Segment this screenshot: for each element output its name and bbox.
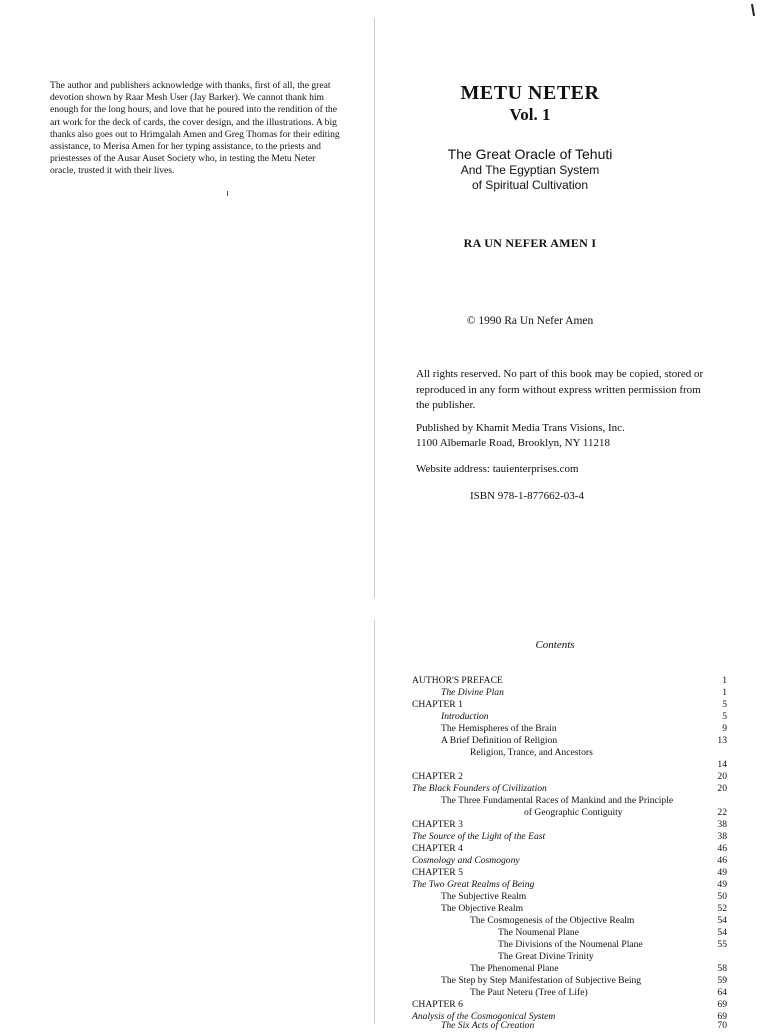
toc-entry-title: The Six Acts of Creation: [441, 1020, 535, 1031]
toc-entry: [412, 903, 727, 915]
publisher-name: Published by Khamit Media Trans Visions, Inc.: [416, 422, 625, 434]
toc-entry-title: CHAPTER 4: [412, 843, 463, 854]
toc-entry: [412, 747, 727, 759]
toc-entry-page: 20: [717, 771, 727, 782]
toc-entry: [412, 699, 727, 711]
toc-entry-title: CHAPTER 2: [412, 771, 463, 782]
toc-entry-title: The Divine Plan: [441, 687, 504, 698]
rights-notice: All rights reserved. No part of this book may be copied, stored or reproduced in any form without express written permission from the publisher.: [416, 368, 704, 411]
toc-entry: [412, 795, 727, 807]
toc-entry-page: 38: [717, 831, 727, 842]
corner-mark: [751, 4, 755, 16]
toc-entry-page: 14: [717, 759, 727, 770]
toc-entry-page: 49: [717, 879, 727, 890]
toc-entry-title: The Step by Step Manifestation of Subjective Being: [441, 975, 642, 986]
page-spine-lower: [374, 620, 375, 1024]
toc-entry: [412, 771, 727, 783]
toc-entry-page: 1: [722, 687, 727, 698]
toc-entry: [412, 987, 727, 999]
toc-entry: [412, 939, 727, 951]
toc-entry-title: The Noumenal Plane: [498, 927, 579, 938]
subtitle-line-2: And The Egyptian System: [460, 163, 600, 177]
toc-entry: [412, 843, 727, 855]
toc-entry: [412, 783, 727, 795]
toc-entry-page: 5: [722, 699, 727, 710]
acknowledgment-text: The author and publishers acknowledge with thanks, first of all, the great devotion shown by Raar Mesh User (Jay Barker). We cannot thank him enough for the long hours, and love that he poured into the rendition of the art work for the deck of cards, the cover design, and the illustrations. A big thanks also goes out to Hrimgalah Amen and Greg Thomas for their editing assistance, to Merisa Amen for her typing assistance, to the priests and priestesses of the Ausar Auset Society who, in testing the Metu Neter oracle, trusted it with their lives.: [50, 80, 340, 177]
toc-entry-title: Introduction: [441, 711, 489, 722]
page-spine: [374, 18, 375, 598]
toc-entry-title: The Paut Neteru (Tree of Life): [470, 987, 588, 998]
toc-entry: [412, 1020, 727, 1031]
toc-entry-page: 49: [717, 867, 727, 878]
toc-entry-title: Analysis of the Cosmogonical System: [412, 1011, 556, 1022]
toc-entry: [412, 711, 727, 723]
toc-entry-title: AUTHOR'S PREFACE: [412, 675, 503, 686]
subtitle-line-3: of Spiritual Cultivation: [471, 178, 589, 192]
toc-entry: [412, 855, 727, 867]
toc-entry-page: 69: [717, 999, 727, 1010]
toc-entry-page: 54: [717, 915, 727, 926]
toc-entry-page: 13: [717, 735, 727, 746]
toc-entry: [412, 687, 727, 699]
toc-entry-title: The Divisions of the Noumenal Plane: [498, 939, 643, 950]
toc-entry-page: 22: [717, 807, 727, 818]
toc-entry: [412, 999, 727, 1011]
toc-entry-title: CHAPTER 3: [412, 819, 463, 830]
toc-entry-page: 54: [717, 927, 727, 938]
toc-entry-title: of Geographic Contiguity: [524, 807, 623, 818]
subtitle-line-1: The Great Oracle of Tehuti: [447, 146, 613, 162]
toc-entry-title: CHAPTER 1: [412, 699, 463, 710]
toc-entry: [412, 759, 727, 771]
toc-entry: [412, 915, 727, 927]
toc-entry-title: The Subjective Realm: [441, 891, 527, 902]
toc-entry: [412, 819, 727, 831]
toc-entry: [412, 675, 727, 687]
toc-entry: [412, 723, 727, 735]
toc-entry: [412, 807, 727, 819]
toc-entry-title: The Three Fundamental Races of Mankind and the Principle: [441, 795, 674, 806]
toc-entry: [412, 735, 727, 747]
toc-entry-page: 59: [717, 975, 727, 986]
toc-entry-page: 1: [722, 675, 727, 686]
toc-entry-page: 46: [717, 855, 727, 866]
toc-entry-page: 55: [717, 939, 727, 950]
toc-entry-title: The Source of the Light of the East: [412, 831, 546, 842]
book-title: METU NETER: [460, 82, 600, 104]
toc-entry-title: Cosmology and Cosmogony: [412, 855, 520, 866]
website-address: Website address: tauienterprises.com: [416, 463, 579, 475]
contents-heading: Contents: [535, 639, 575, 651]
toc-entry: [412, 963, 727, 975]
toc-entry-title: CHAPTER 5: [412, 867, 463, 878]
toc-entry-page: 52: [717, 903, 727, 914]
toc-entry-title: The Black Founders of Civilization: [412, 783, 547, 794]
toc-entry-title: CHAPTER 6: [412, 999, 463, 1010]
publisher-address: 1100 Albemarle Road, Brooklyn, NY 11218: [416, 437, 611, 449]
copyright-notice: © 1990 Ra Un Nefer Amen: [466, 315, 594, 327]
toc-entry-page: 64: [717, 987, 727, 998]
toc-entry: [412, 951, 727, 963]
toc-entry-page: 5: [722, 711, 727, 722]
toc-entry-page: 46: [717, 843, 727, 854]
toc-entry-page: 50: [717, 891, 727, 902]
toc-entry: [412, 975, 727, 987]
toc-entry-page: 20: [717, 783, 727, 794]
toc-entry: [412, 879, 727, 891]
toc-entry-title: The Hemispheres of the Brain: [441, 723, 557, 734]
stray-mark: [227, 191, 228, 196]
toc-entry-page: 70: [717, 1020, 727, 1031]
toc-entry-title: The Two Great Realms of Being: [412, 879, 535, 890]
toc-entry-title: Religion, Trance, and Ancestors: [470, 747, 593, 758]
isbn: ISBN 978-1-877662-03-4: [470, 490, 584, 502]
toc-entry: [412, 927, 727, 939]
toc-entry: [412, 867, 727, 879]
toc-entry: [412, 891, 727, 903]
toc-entry-title: The Objective Realm: [441, 903, 524, 914]
toc-entry-page: 69: [717, 1011, 727, 1022]
author-name: RA UN NEFER AMEN I: [463, 236, 597, 250]
toc-entry-title: The Cosmogenesis of the Objective Realm: [470, 915, 635, 926]
toc-entry-page: 58: [717, 963, 727, 974]
toc-entry-page: 9: [722, 723, 727, 734]
toc-entry-page: 38: [717, 819, 727, 830]
toc-entry-title: The Phenomenal Plane: [470, 963, 559, 974]
toc-entry-title: A Brief Definition of Religion: [441, 735, 558, 746]
toc-entry: [412, 831, 727, 843]
toc-entry-title: The Great Divine Trinity: [498, 951, 594, 962]
book-volume: Vol. 1: [509, 105, 551, 124]
